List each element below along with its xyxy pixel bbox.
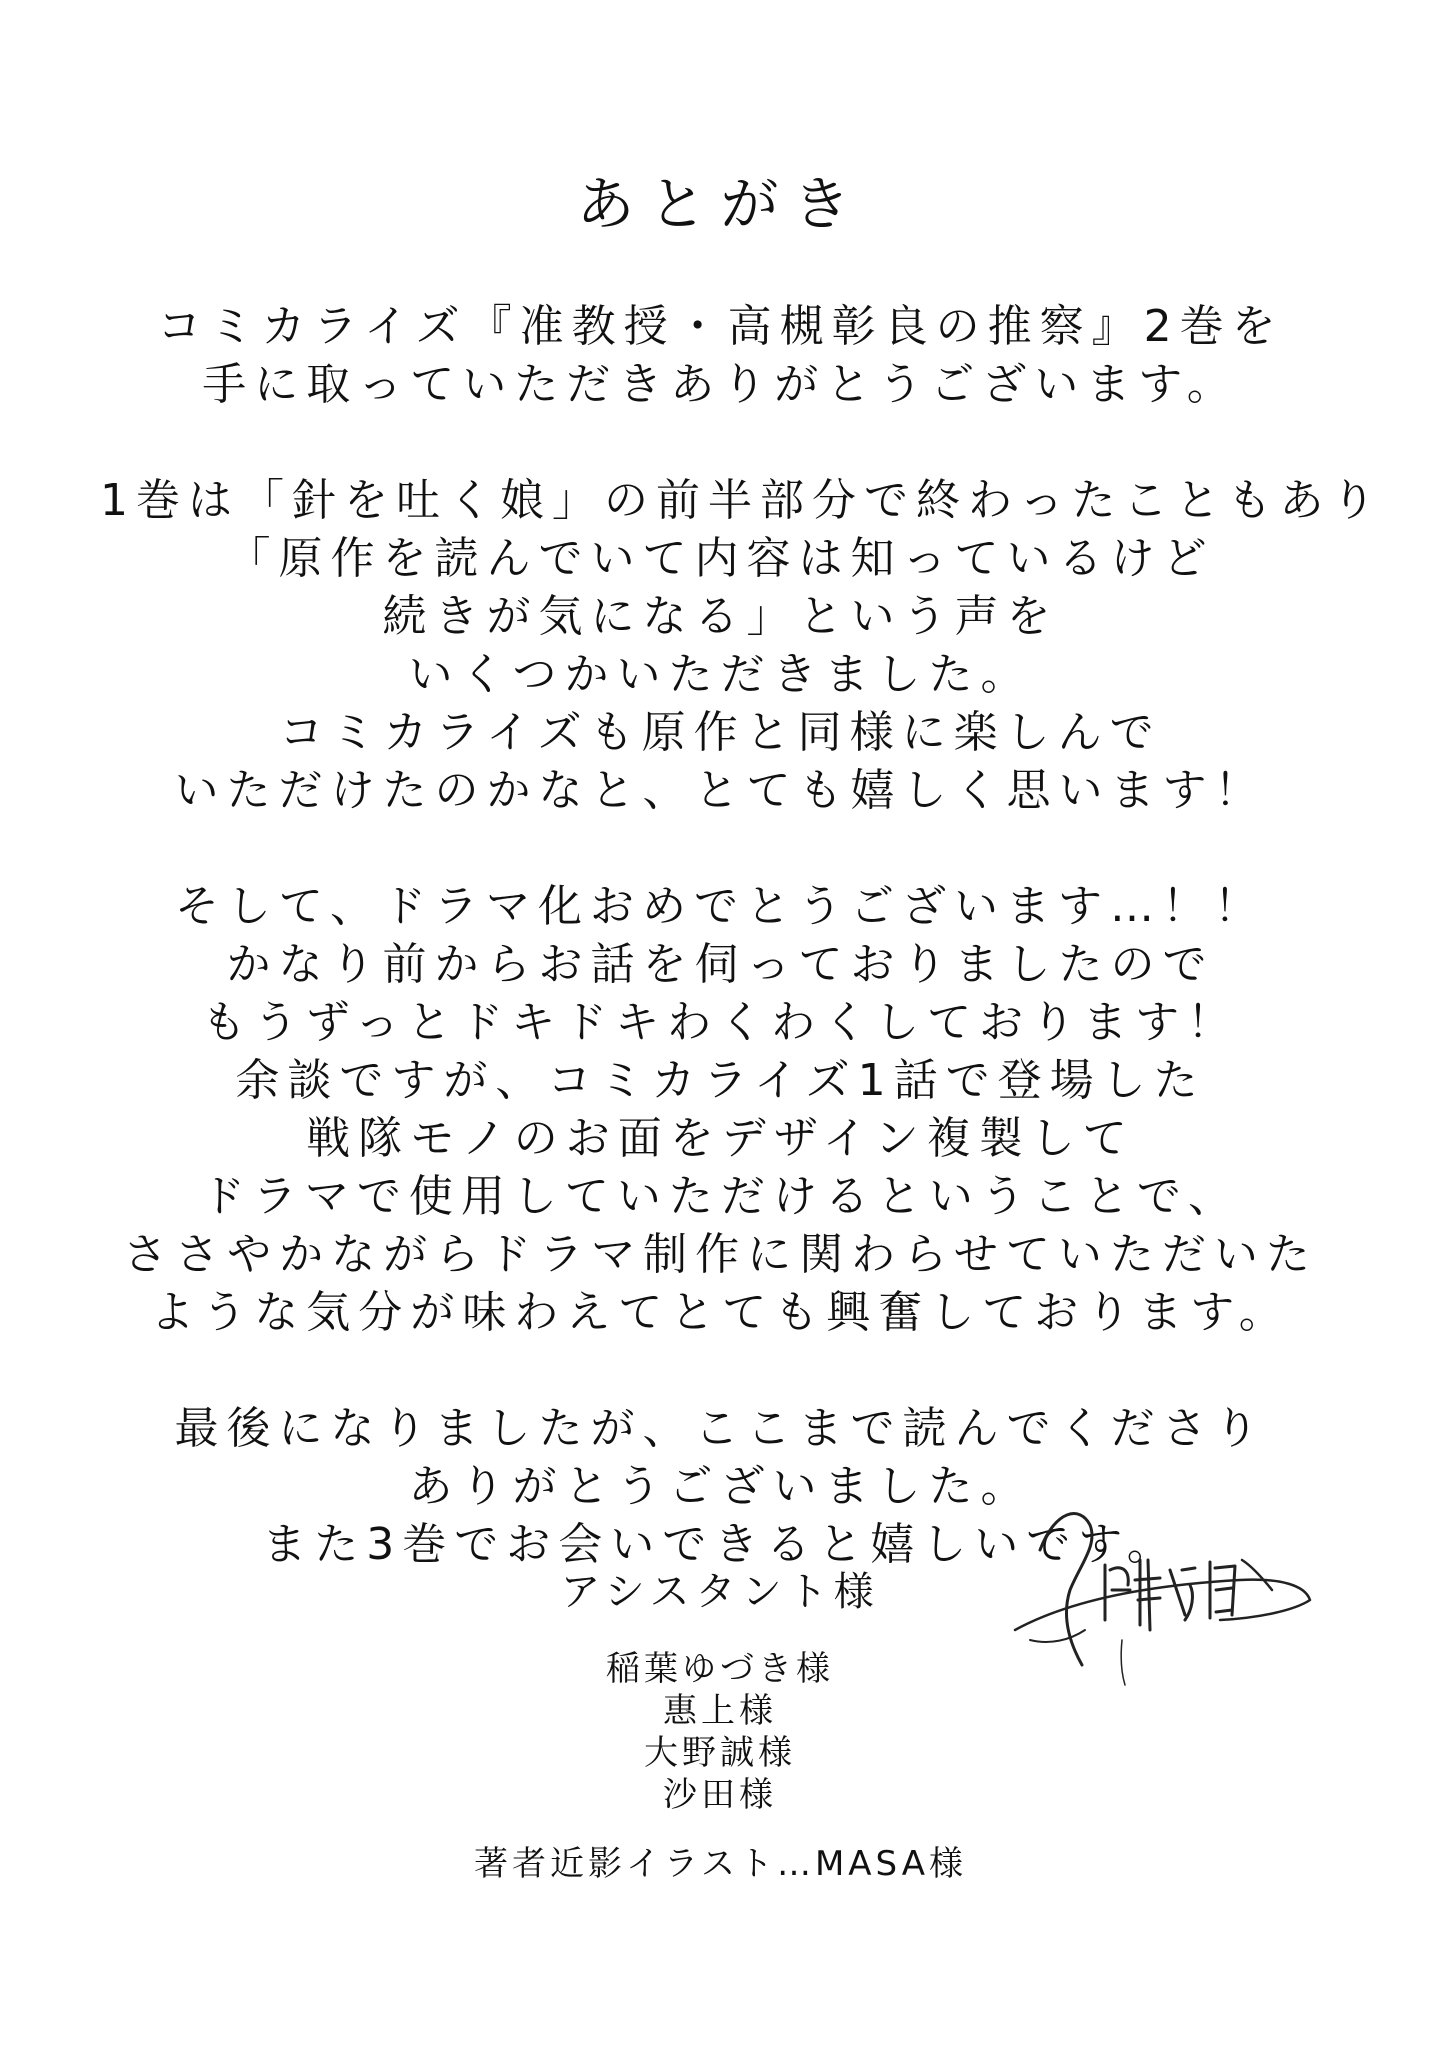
text-line: いただけたのかなと、とても嬉しく思います！	[174, 765, 1267, 816]
text-line: 続きが気になる」という声を	[382, 591, 1059, 642]
text-line: そして、ドラマ化おめでとうございます…！！	[174, 881, 1267, 932]
text-line: 戦隊モノのお面をデザイン複製して	[306, 1113, 1135, 1164]
text-line: 手に取っていただきありがとうございます。	[202, 359, 1239, 410]
assistant-name: 惠上様	[663, 1691, 777, 1731]
text-line: ありがとうございました。	[408, 1461, 1033, 1512]
text-line: いくつかいただきました。	[408, 649, 1033, 700]
assistant-name: 大野誠様	[644, 1733, 796, 1773]
afterword-body	[100, 298, 1384, 1574]
text-line: コミカライズ『准教授・高槻彰良の推察』2巻を	[157, 301, 1284, 352]
text-line: コミカライズも原作と同様に楽しんで	[279, 707, 1162, 758]
text-line: ドラマで使用していただけるということで、	[200, 1171, 1241, 1222]
text-line: また3巻でお会いできると嬉しいです。	[262, 1519, 1179, 1570]
text-line: ささやかながらドラマ制作に関わらせていただいた	[123, 1229, 1318, 1280]
page-title: あとがき	[576, 170, 865, 238]
assistants-heading: アシスタント様	[560, 1569, 880, 1615]
text-line: もうずっとドキドキわくわくしております！	[201, 997, 1240, 1048]
text-line: 1巻は「針を吐く娘」の前半部分で終わったこともあり	[100, 475, 1384, 526]
text-line: 最後になりましたが、ここまで読んでくださり	[174, 1403, 1267, 1454]
assistants-list	[480, 1648, 960, 1816]
assistant-name: 沙田様	[663, 1775, 777, 1815]
text-line: 「原作を読んでいて内容は知っているけど	[226, 533, 1215, 584]
signature-icon	[1010, 1490, 1320, 1690]
text-line: かなり前からお話を伺っておりましたので	[226, 939, 1215, 990]
text-line: 余談ですが、コミカライズ1話で登場した	[235, 1055, 1206, 1106]
illustration-credit: 著者近影イラスト…MASA様	[473, 1844, 968, 1884]
text-line: ような気分が味わえてとても興奮しております。	[150, 1287, 1291, 1338]
assistant-name: 稲葉ゆづき様	[606, 1649, 834, 1689]
